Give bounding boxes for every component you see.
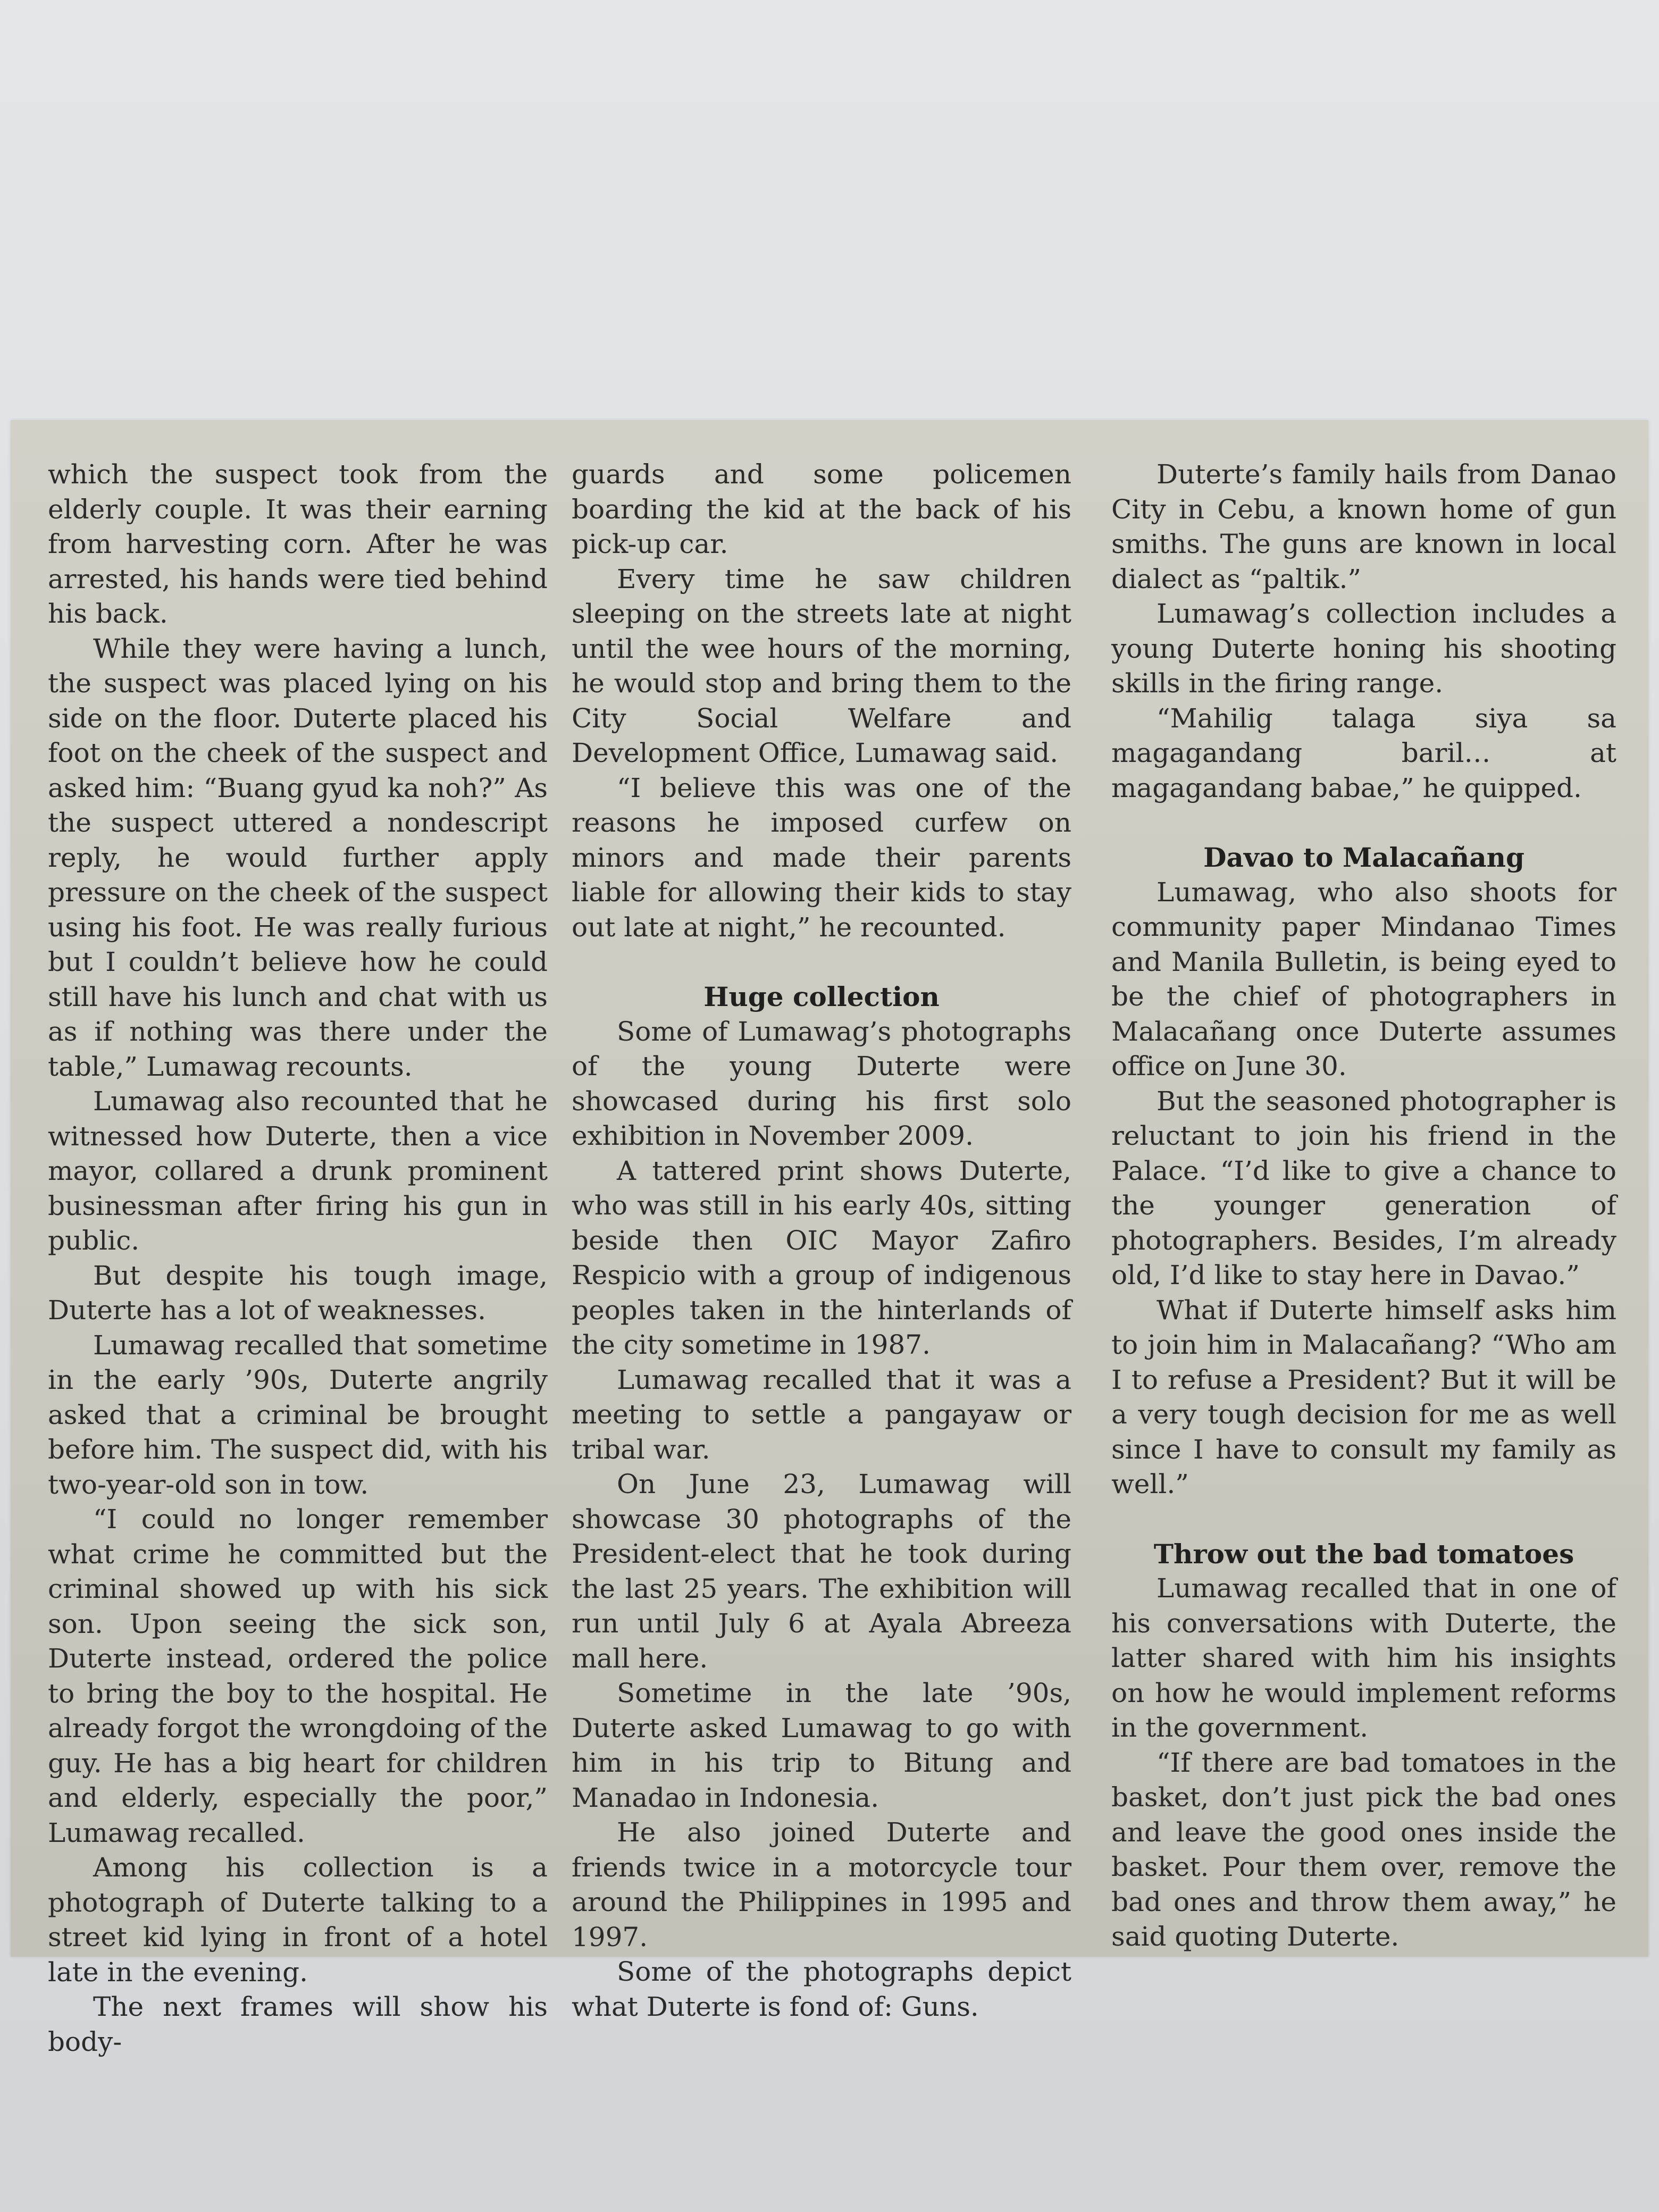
- paragraph: which the suspect took from the elderly couple. It was their earning from harvesting corn. After he was arrested, his hands were tied behind his back.: [48, 459, 548, 629]
- paragraph: Lumawag recalled that sometime in the early ’90s, Duterte angrily asked that a criminal be brought before him. The suspect did, with his two-year-old son in tow.: [48, 1329, 548, 1500]
- paragraph: “If there are bad tomatoes in the basket, don’t just pick the bad ones and leave the good ones inside the basket. Pour them over, remove the bad ones and throw them away,” he said quoting Duterte.: [1111, 1747, 1616, 1952]
- paragraph: A tattered print shows Duterte, who was still in his early 40s, sitting beside then OIC Mayor Zafiro Respicio with a group of indigenous peoples taken in the hinterlands of the city sometime in 1987.: [572, 1155, 1071, 1360]
- subheading-bad-tomatoes: Throw out the bad tomatoes: [1153, 1538, 1574, 1570]
- paragraph: Lumawag also recounted that he witnessed how Duterte, then a vice mayor, collared a drunk prominent businessman after firing his gun in public.: [48, 1086, 548, 1256]
- paragraph: “I believe this was one of the reasons he imposed curfew on minors and made their parents liable for allowing their kids to stay out late at night,” he recounted.: [572, 772, 1071, 943]
- paragraph: While they were having a lunch, the suspect was placed lying on his side on the floor. Duterte placed his foot on the cheek of the suspect and asked him: “Buang gyud ka noh?” As the suspect uttered a nondescript reply, he would further apply pressure on the cheek of the suspect using his foot. He was really furious but I couldn’t believe how he could still have his lunch and chat with us as if nothing was there under the table,” Lumawag recounts.: [48, 633, 548, 1082]
- section-gap: [572, 945, 1071, 979]
- paragraph: “Mahilig talaga siya sa magagandang baril… at magagandang babae,” he quipped.: [1111, 702, 1616, 803]
- newspaper-clipping: [11, 420, 1648, 2057]
- paragraph: Some of Lumawag’s photographs of the young Duterte were showcased during his first solo exhibition in November 2009.: [572, 1016, 1071, 1151]
- subheading-davao-to-malacanang: Davao to Malacañang: [1203, 842, 1524, 873]
- paragraph: He also joined Duterte and friends twice in a motorcycle tour around the Philippines in 1995 and 1997.: [572, 1817, 1071, 1953]
- paragraph: Lumawag, who also shoots for community paper Mindanao Times and Manila Bulletin, is being eyed to be the chief of photographers in Malacañang once Duterte assumes office on June 30.: [1111, 876, 1616, 1082]
- subheading-huge-collection: Huge collection: [703, 981, 940, 1012]
- article-column-2: [572, 457, 1071, 2024]
- paragraph: Lumawag’s collection includes a young Duterte honing his shooting skills in the firing range.: [1111, 598, 1616, 699]
- article-column-3: [1111, 457, 1616, 1955]
- paragraph: Every time he saw children sleeping on the streets late at night until the wee hours of the morning, he would stop and bring them to the City Social Welfare and Development Office, Lumawag said.: [572, 563, 1071, 768]
- paragraph: Lumawag recalled that it was a meeting to settle a pangayaw or tribal war.: [572, 1364, 1071, 1465]
- paragraph: The next frames will show his body-: [48, 1991, 548, 2057]
- section-gap: [1111, 806, 1616, 840]
- paragraph: What if Duterte himself asks him to join him in Malacañang? “Who am I to refuse a President? But it will be a very tough decision for me as well since I have to consult my family as well.”: [1111, 1294, 1616, 1499]
- paragraph: “I could no longer remember what crime he committed but the criminal showed up with his sick son. Upon seeing the sick son, Duterte instead, ordered the police to bring the boy to the hospital. He already forgot the wrongdoing of the guy. He has a big heart for children and elderly, especially the poor,” Lumawag recalled.: [48, 1504, 548, 1848]
- paragraph: But the seasoned photographer is reluctant to join his friend in the Palace. “I’d like to give a chance to the younger generation of photographers. Besides, I’m already old, I’d like to stay here in Davao.”: [1111, 1085, 1616, 1291]
- paragraph: But despite his tough image, Duterte has a lot of weaknesses.: [48, 1260, 548, 1326]
- section-gap: [1111, 1502, 1616, 1537]
- paragraph: Lumawag recalled that in one of his conversations with Duterte, the latter shared with him his insights on how he would implement reforms in the government.: [1111, 1573, 1616, 1743]
- paragraph: On June 23, Lumawag will showcase 30 photographs of the President-elect that he took during the last 25 years. The exhibition will run until July 6 at Ayala Abreeza mall here.: [572, 1469, 1071, 1674]
- paragraph: guards and some policemen boarding the kid at the back of his pick-up car.: [572, 459, 1071, 559]
- article-column-1: [48, 457, 548, 2059]
- paragraph: Sometime in the late ’90s, Duterte asked Lumawag to go with him in his trip to Bitung and Manadao in Indonesia.: [572, 1678, 1071, 1813]
- paragraph: Duterte’s family hails from Danao City in Cebu, a known home of gun smiths. The guns are known in local dialect as “paltik.”: [1111, 459, 1616, 594]
- paragraph: Some of the photographs depict what Duterte is fond of: Guns.: [572, 1956, 1071, 2022]
- paragraph: Among his collection is a photograph of Duterte talking to a street kid lying in front of a hotel late in the evening.: [48, 1852, 548, 1988]
